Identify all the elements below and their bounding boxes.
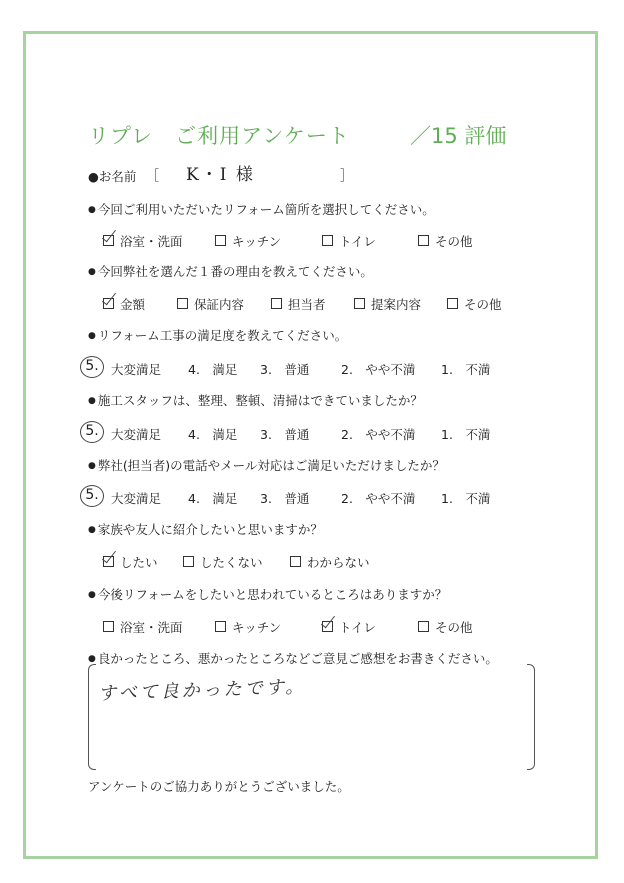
q2-option-price[interactable]: 金額: [103, 295, 145, 313]
q3-option-3[interactable]: 3. 普通: [260, 362, 310, 377]
checkbox-icon[interactable]: [183, 556, 194, 567]
comment-bracket-left: [88, 664, 96, 770]
q3-option-4[interactable]: 4. 満足: [188, 362, 238, 377]
checkbox-icon[interactable]: [271, 298, 282, 309]
q5-selected-circle[interactable]: 5.: [80, 485, 104, 507]
checkbox-checked-icon[interactable]: [103, 556, 114, 567]
q4-option-4[interactable]: 4. 満足: [188, 427, 238, 442]
q3-option-5[interactable]: 大変満足: [111, 362, 162, 377]
q4-selected-circle[interactable]: 5.: [80, 421, 104, 443]
q6-option-no[interactable]: したくない: [183, 553, 263, 571]
q2-option-other[interactable]: その他: [447, 295, 502, 313]
checkbox-icon[interactable]: [215, 235, 226, 246]
score-label: ／15 評価: [410, 124, 507, 148]
checkbox-icon[interactable]: [418, 235, 429, 246]
q1-option-kitchen[interactable]: キッチン: [215, 232, 281, 250]
q6-option-yes[interactable]: したい: [103, 553, 158, 571]
q3-selected-circle[interactable]: 5.: [80, 356, 104, 378]
checkbox-icon[interactable]: [322, 235, 333, 246]
comment-bracket-right: [527, 664, 535, 770]
q2-option-proposal[interactable]: 提案内容: [354, 295, 421, 313]
q6-option-unsure[interactable]: わからない: [290, 553, 370, 571]
q8-question: ● 良かったところ、悪かったところなどご意見ご感想をお書きください。: [88, 649, 498, 667]
name-field[interactable]: K・I 様: [186, 165, 255, 185]
checkbox-icon[interactable]: [177, 298, 188, 309]
q5-option-3[interactable]: 3. 普通: [260, 491, 310, 506]
q7-option-bath[interactable]: 浴室・洗面: [103, 618, 183, 636]
q5-option-5[interactable]: 大変満足: [111, 491, 162, 506]
q7-option-other[interactable]: その他: [418, 618, 473, 636]
q6-question: ● 家族や友人に紹介したいと思いますか？: [88, 520, 323, 538]
q5-question: ● 弊社(担当者)の電話やメール対応はご満足いただけましたか？: [88, 456, 445, 474]
checkbox-checked-icon[interactable]: [103, 298, 114, 309]
checkbox-checked-icon[interactable]: [322, 621, 333, 632]
name-bracket-close: ］: [340, 169, 354, 184]
q5-option-1[interactable]: 1. 不満: [441, 491, 491, 506]
q3-question: ● リフォーム工事の満足度を教えてください。: [88, 326, 347, 344]
q3-option-1[interactable]: 1. 不満: [441, 362, 491, 377]
checkbox-icon[interactable]: [103, 621, 114, 632]
q1-option-toilet[interactable]: トイレ: [322, 232, 376, 250]
survey-title: リプレ ご利用アンケート: [88, 124, 350, 148]
thank-you-footer: アンケートのご協力ありがとうございました。: [88, 779, 350, 794]
survey-header: [88, 120, 528, 152]
checkbox-icon[interactable]: [447, 298, 458, 309]
comment-answer: すべて良かったです。: [97, 676, 307, 705]
checkbox-icon[interactable]: [215, 621, 226, 632]
q7-option-toilet[interactable]: トイレ: [322, 618, 376, 636]
name-label: ●お名前: [88, 169, 137, 184]
q2-option-staff[interactable]: 担当者: [271, 295, 326, 313]
q1-option-other[interactable]: その他: [418, 232, 473, 250]
q5-option-2[interactable]: 2. やや不満: [341, 491, 416, 506]
q4-question: ● 施工スタッフは、整理、整頓、清掃はできていましたか？: [88, 391, 423, 409]
q2-question: ● 今回弊社を選んだ１番の理由を教えてください。: [88, 262, 373, 280]
q7-option-kitchen[interactable]: キッチン: [215, 618, 281, 636]
q4-option-2[interactable]: 2. やや不満: [341, 427, 416, 442]
checkbox-icon[interactable]: [354, 298, 365, 309]
q1-question: ● 今回ご利用いただいたリフォーム箇所を選択してください。: [88, 200, 435, 218]
q1-option-bath[interactable]: 浴室・洗面: [103, 232, 183, 250]
name-bracket-open: ［: [146, 169, 160, 184]
checkbox-icon[interactable]: [418, 621, 429, 632]
q5-option-4[interactable]: 4. 満足: [188, 491, 238, 506]
q4-option-1[interactable]: 1. 不満: [441, 427, 491, 442]
q3-option-2[interactable]: 2. やや不満: [341, 362, 416, 377]
q4-option-3[interactable]: 3. 普通: [260, 427, 310, 442]
q4-option-5[interactable]: 大変満足: [111, 427, 162, 442]
checkbox-checked-icon[interactable]: [103, 235, 114, 246]
checkbox-icon[interactable]: [290, 556, 301, 567]
q2-option-warranty[interactable]: 保証内容: [177, 295, 244, 313]
q7-question: ● 今後リフォームをしたいと思われているところはありますか？: [88, 585, 447, 603]
